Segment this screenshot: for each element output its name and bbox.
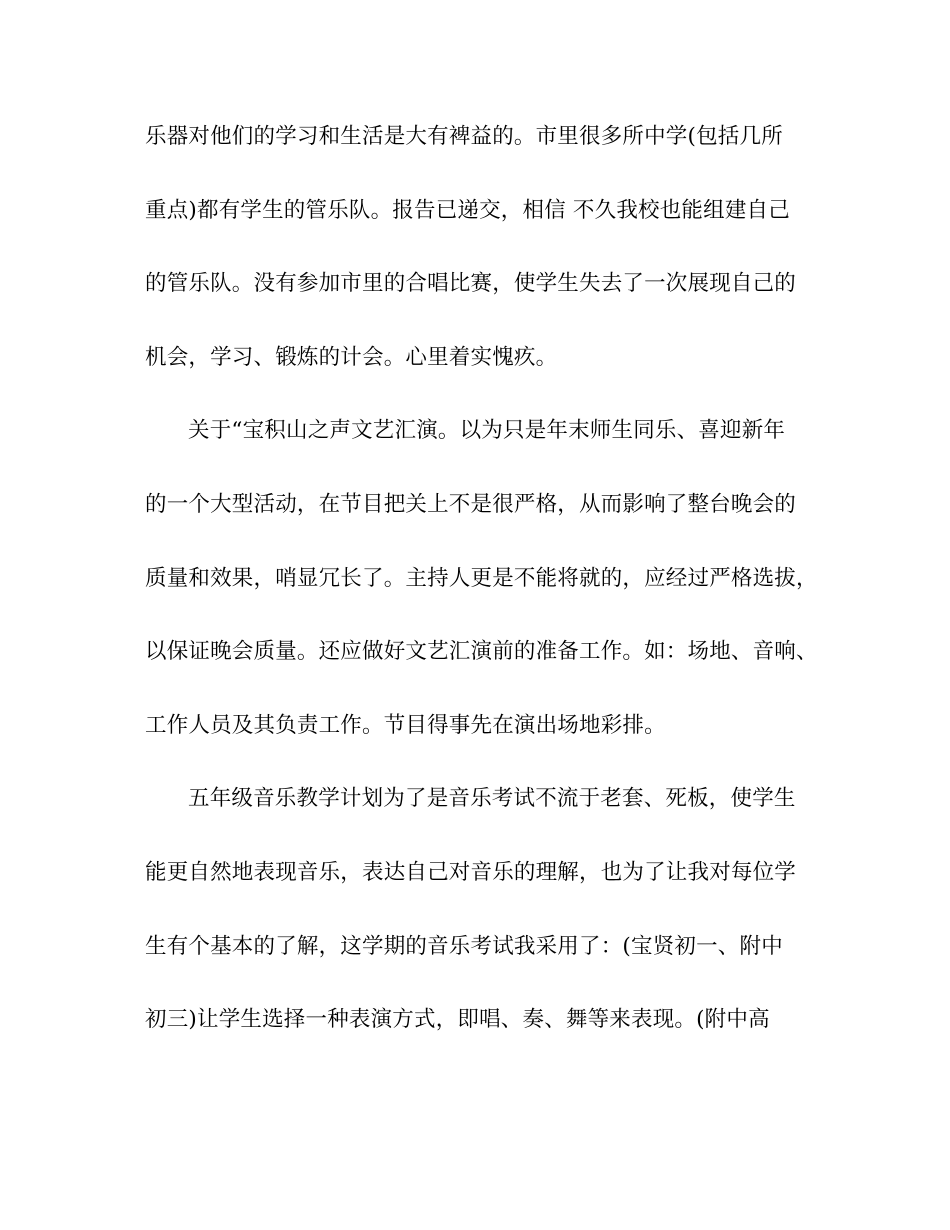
paragraph-line: 工作人员及其负责工作。节目得事先在演出场地彩排。: [145, 712, 666, 738]
paragraph-line: 的管乐队。没有参加市里的合唱比赛，使学生失去了一次展现自己的: [145, 271, 797, 297]
paragraph-line: 机会，学习、锻炼的计会。心里着实愧疚。: [145, 344, 558, 370]
paragraph-line: 生有个基本的了解，这学期的音乐考试我采用了：(宝贤初一、附中: [145, 933, 783, 959]
paragraph-line: 重点)都有学生的管乐队。报告已递交，相信 不久我校也能组建自己: [145, 197, 790, 223]
paragraph-first-line: 关于“宝积山之声文艺汇演。以为只是年末师生同乐、喜迎新年: [188, 418, 786, 444]
paragraph-line: 能更自然地表现音乐，表达自己对音乐的理解，也为了让我对每位学: [145, 859, 797, 885]
paragraph-first-line: 五年级音乐教学计划为了是音乐考试不流于老套、死板，使学生: [188, 786, 796, 812]
paragraph-line: 初三)让学生选择一种表演方式，即唱、奏、舞等来表现。(附中高: [145, 1007, 770, 1033]
paragraph-line: 乐器对他们的学习和生活是大有裨益的。市里很多所中学(包括几所: [145, 124, 783, 149]
paragraph-line: 以保证晚会质量。还应做好文艺汇演前的准备工作。如：场地、音响、: [145, 639, 818, 665]
paragraph-line: 质量和效果，哨显冗长了。主持人更是不能将就的，应经过严格选拔，: [145, 565, 818, 591]
paragraph-line: 的一个大型活动，在节目把关上不是很严格，从而影响了整台晚会的: [145, 491, 797, 517]
document-body: [145, 119, 825, 1076]
